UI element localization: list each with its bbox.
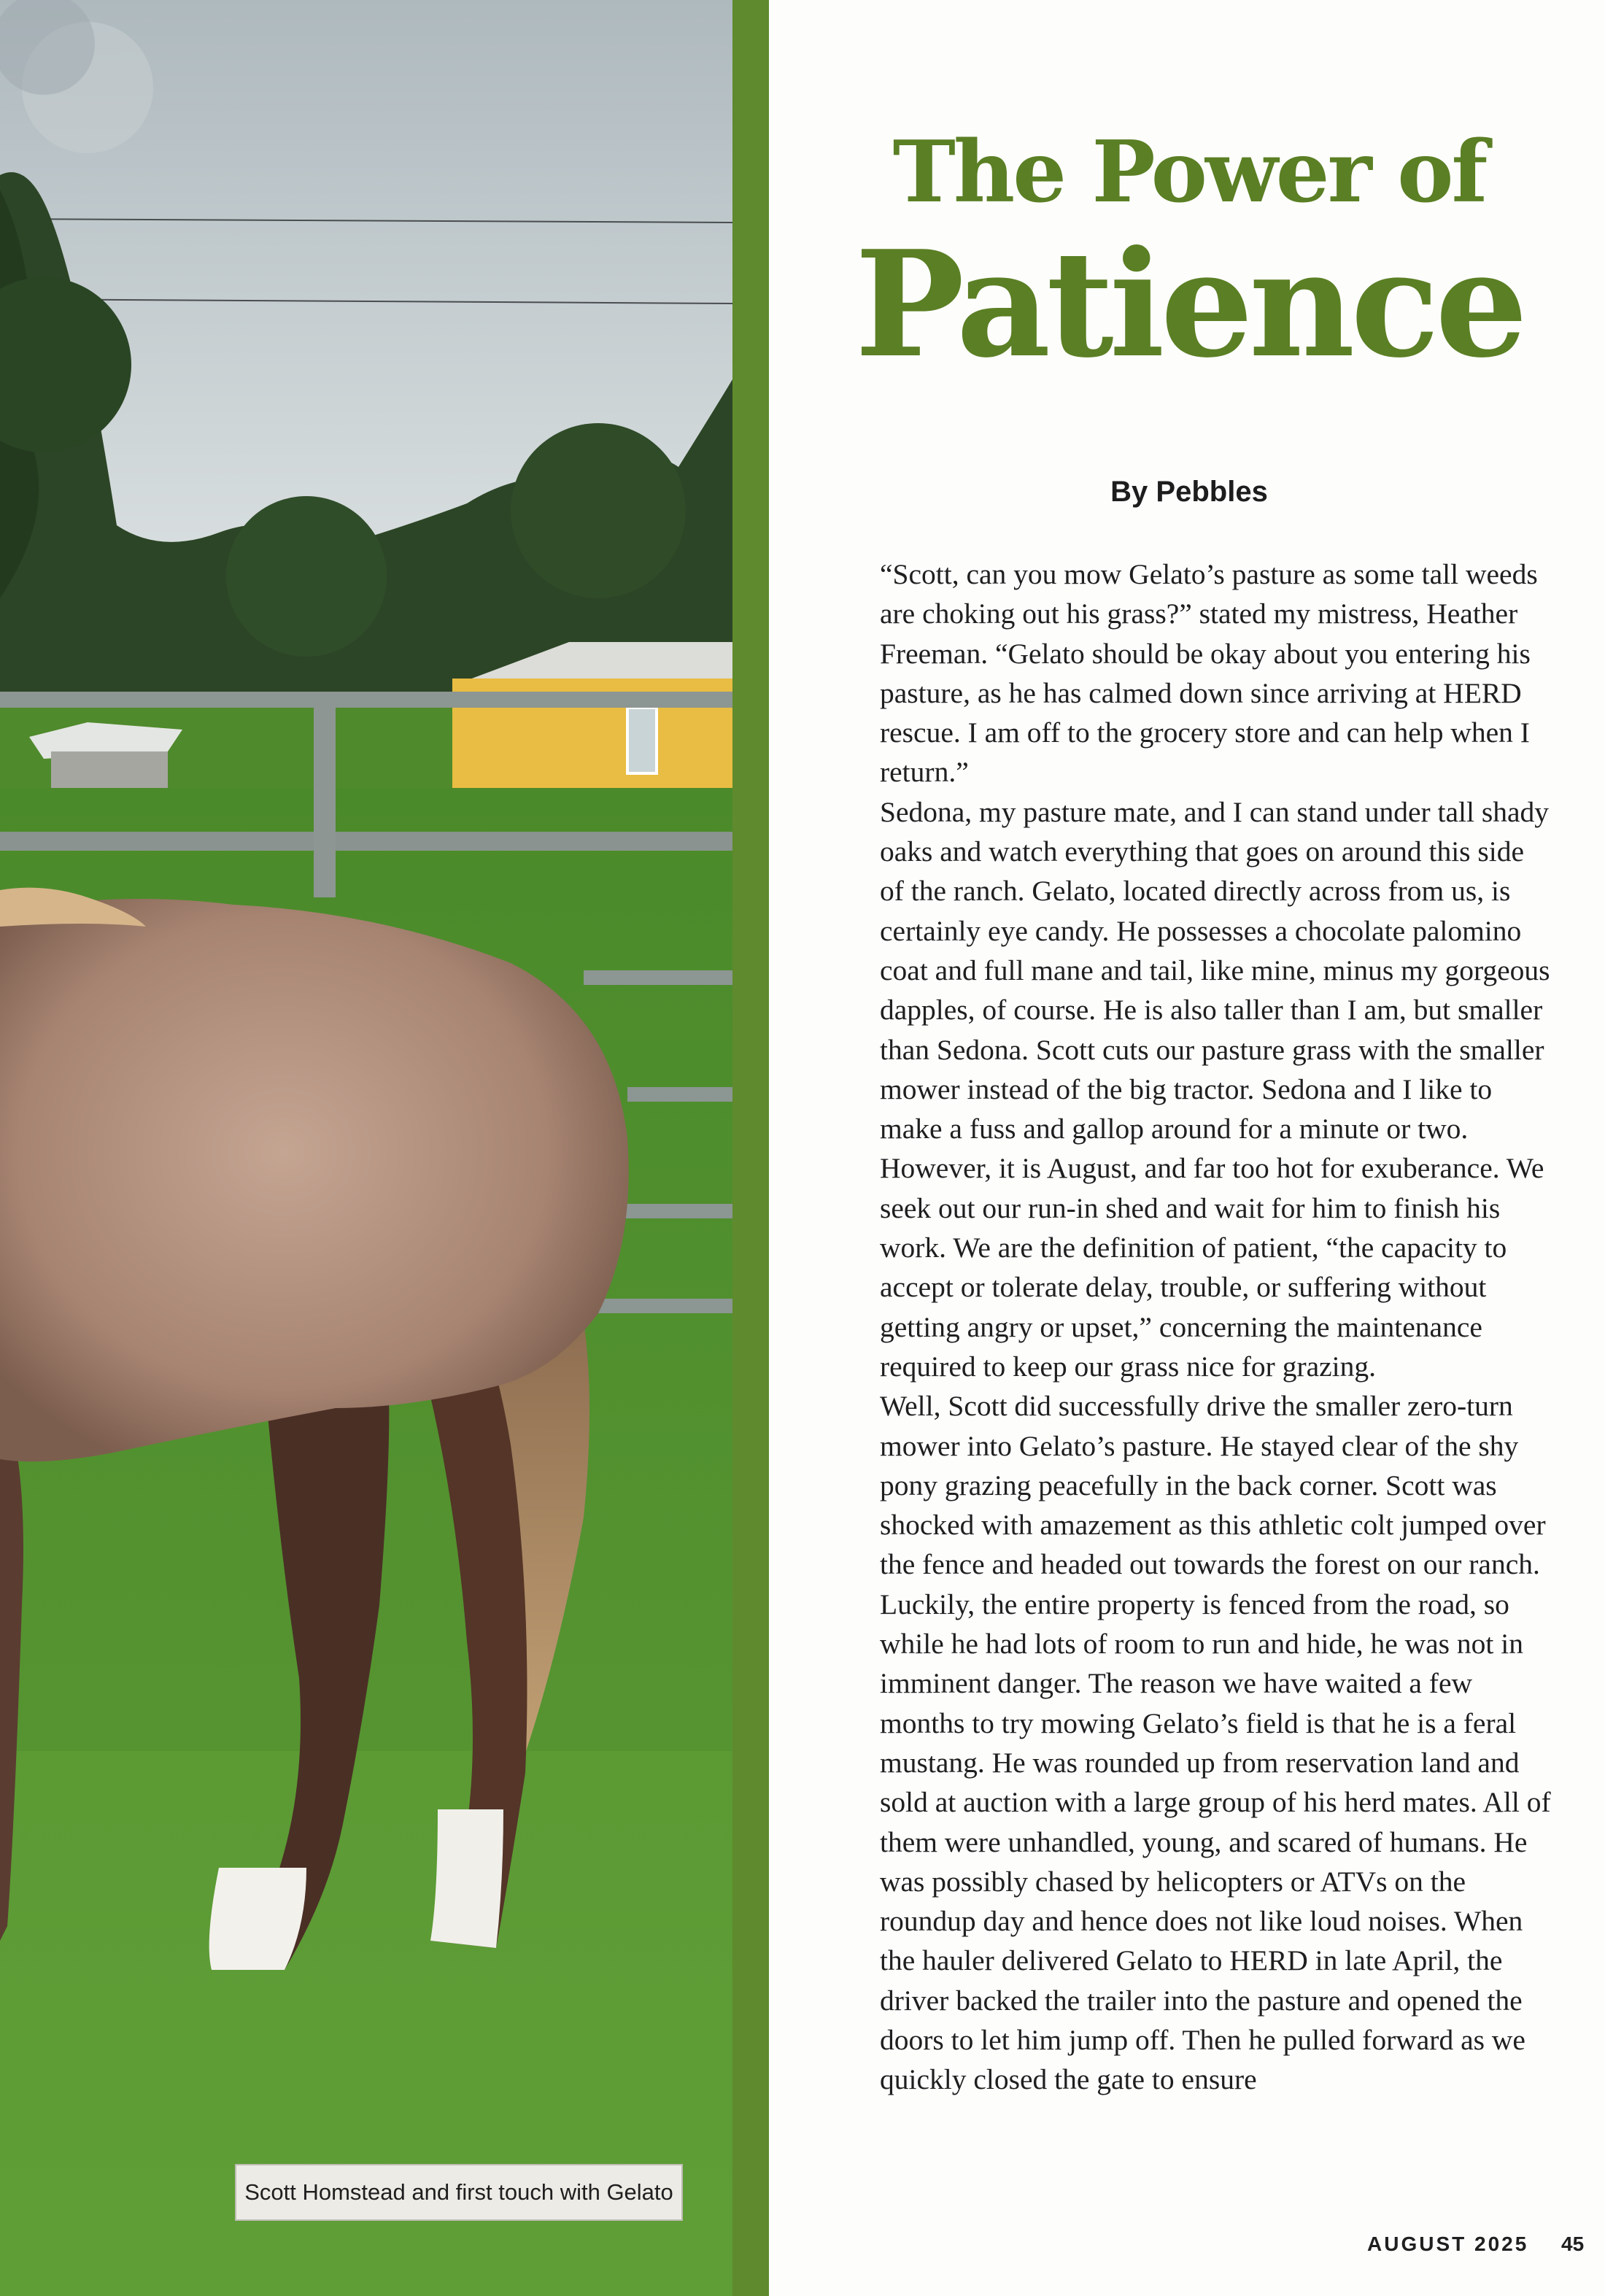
horse-photo — [0, 0, 732, 2296]
footer-page-number: 45 — [1561, 2233, 1585, 2255]
article-paragraph: “Scott, can you mow Gelato’s pasture as some tall weeds are choking out his grass?” stated my mistress, Heather Freeman. “Gelato should be okay about you entering his pasture, as he has calmed down since arriving at HERD rescue. I am off to the grocery store and can help when I return.” — [880, 558, 1538, 789]
article-body — [880, 554, 1554, 2100]
article-title-line1: The Power of — [892, 123, 1486, 222]
article-byline: By Pebbles — [1110, 476, 1268, 508]
green-divider-bar — [732, 0, 769, 2296]
photo-caption: Scott Homstead and first touch with Gelato — [235, 2164, 683, 2221]
article-paragraph: Well, Scott did successfully drive the smaller zero-turn mower into Gelato’s pasture. He stayed clear of the shy pony grazing peacefully in the back corner. Scott was shocked with amazement as this athletic colt jumped over the fence and headed out towards the forest on our ranch. Luckily, the entire property is fenced from the road, so while he had lots of room to run and hide, he was not in imminent danger. The reason we have waited a few months to try mowing Gelato’s field is that he is a feral mustang. He was rounded up from reservation land and sold at auction with a large group of his herd mates. All of them were unhandled, young, and scared of humans. He was possibly chased by helicopters or ATVs on the roundup day and hence does not like loud noises. When the hauler delivered Gelato to HERD in late April, the driver backed the trailer into the pasture and opened the doors to let him jump off. Then he pulled forward as we quickly closed the gate to ensure — [880, 1390, 1551, 2096]
article-paragraph: Sedona, my pasture mate, and I can stand under tall shady oaks and watch everything that goes on around this side of the ranch. Gelato, located directly across from us, is certainly eye candy. He possesses a chocolate palomino coat and full mane and tail, like mine, minus my gorgeous dapples, of course. He is also taller than I am, but smaller than Sedona. Scott cuts our pasture grass with the smaller mower instead of the big tractor. Sedona and I like to make a fuss and gallop around for a minute or two. However, it is August, and far too hot for exuberance. We seek out our run-in shed and wait for him to finish his work. We are the definition of patient, “the capacity to accept or tolerate delay, trouble, or suffering without getting angry or upset,” concerning the maintenance required to keep our grass nice for grazing. — [880, 795, 1550, 1383]
footer-issue-date: AUGUST 2025 — [1367, 2233, 1529, 2255]
horse-photo-illustration — [0, 0, 732, 2296]
article-title-line2: Patience — [854, 219, 1524, 390]
